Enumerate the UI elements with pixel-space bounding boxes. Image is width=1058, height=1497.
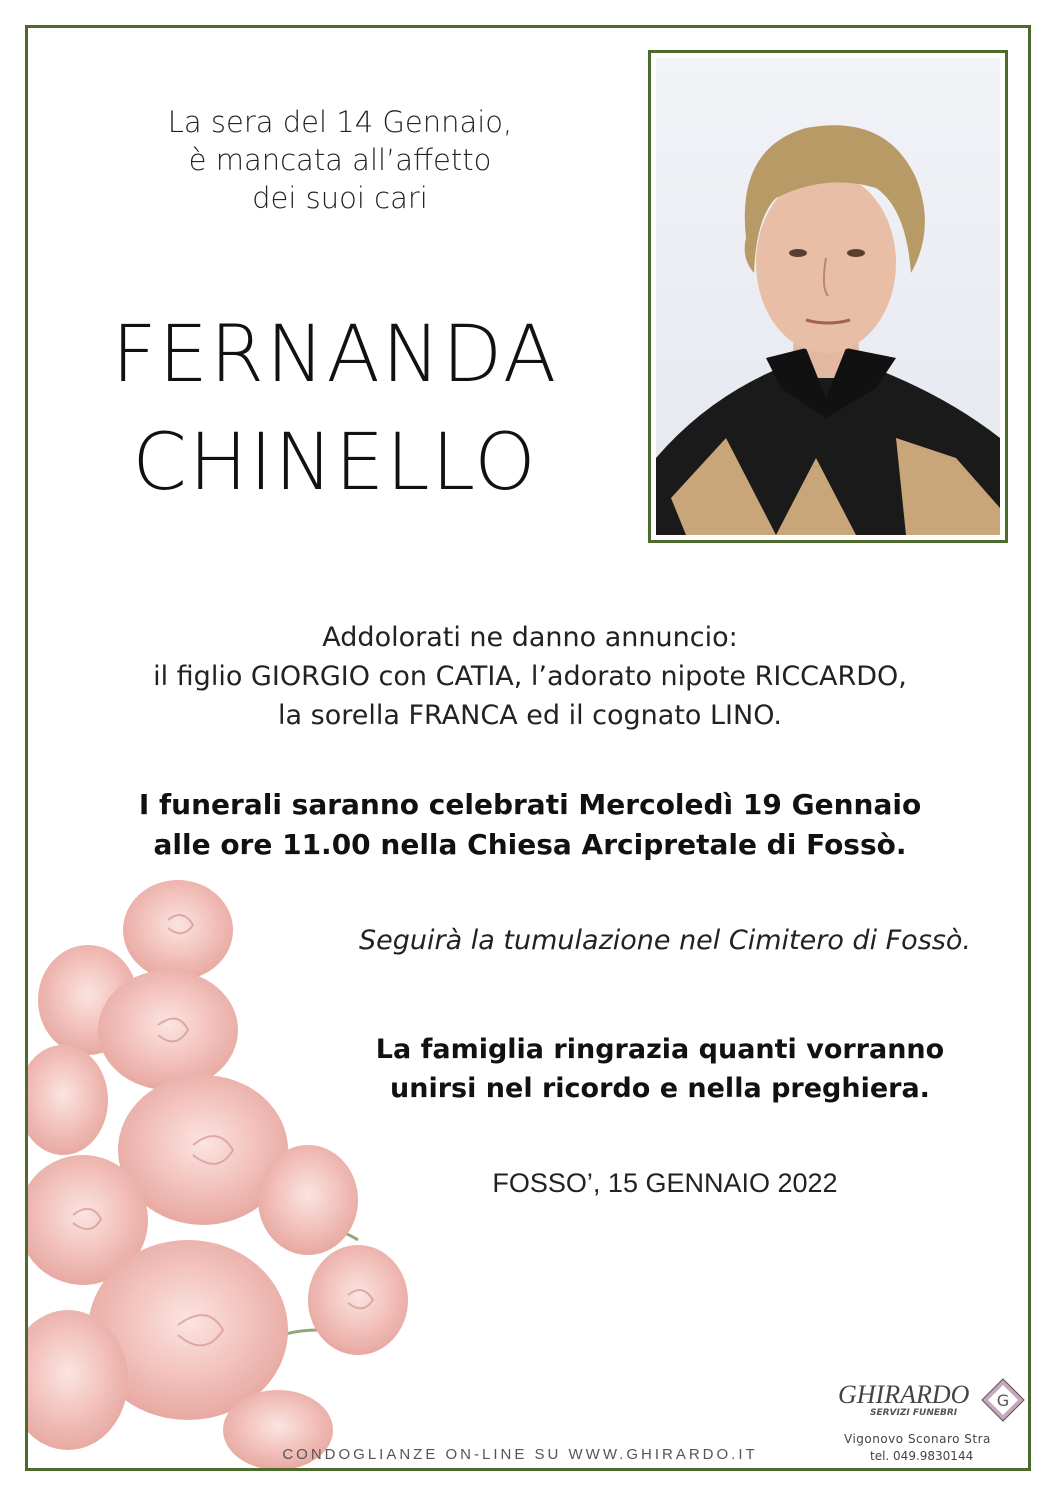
portrait-photo	[656, 58, 1000, 535]
intro-line-3: dei suoi cari	[252, 181, 428, 215]
logo-name: GHIRARDO	[838, 1380, 970, 1409]
thanks-line-1: La famiglia ringrazia quanti vorranno	[375, 1034, 945, 1065]
intro-line-1: La sera del 14 Gennaio,	[167, 105, 513, 139]
announcement-line-1: Addolorati ne danno annuncio:	[322, 622, 738, 653]
logo-subtitle: SERVIZI FUNEBRI	[870, 1408, 958, 1418]
funeral-info	[60, 785, 1000, 865]
intro-line-2: è mancata all’affetto	[188, 143, 492, 177]
intro-text	[110, 103, 570, 217]
roses-decoration	[28, 860, 428, 1468]
logo-phone: tel. 049.9830144	[870, 1449, 974, 1463]
funeral-home-logo	[830, 1372, 1030, 1467]
online-condolences: CONDOGLIANZE ON-LINE SU WWW.GHIRARDO.IT	[282, 1446, 758, 1463]
thanks-line-2: unirsi nel ricordo e nella preghiera.	[390, 1073, 930, 1104]
announcement-line-3: la sorella FRANCA ed il cognato LINO.	[278, 700, 782, 731]
logo-letter: G	[996, 1391, 1010, 1410]
funeral-line-1: I funerali saranno celebrati Mercoledì 19 Gennaio	[138, 788, 922, 821]
place-date: FOSSO’, 15 GENNAIO 2022	[492, 1168, 838, 1198]
portrait-illustration	[656, 58, 1000, 535]
deceased-last-name: CHINELLO	[132, 418, 538, 508]
funeral-line-2: alle ore 11.00 nella Chiesa Arcipretale di Fossò.	[153, 828, 907, 861]
announcement	[60, 618, 1000, 735]
logo-diamond-icon	[980, 1377, 1026, 1423]
deceased-first-name: FERNANDA	[111, 310, 559, 400]
burial-info: Seguirà la tumulazione nel Cimitero di Fossò.	[359, 925, 971, 956]
portrait-frame	[648, 50, 1008, 543]
announcement-line-2: il figlio GIORGIO con CATIA, l’adorato nipote RICCARDO,	[153, 661, 907, 692]
logo-towns: Vigonovo Sconaro Stra	[844, 1432, 991, 1446]
family-thanks	[330, 1030, 990, 1108]
